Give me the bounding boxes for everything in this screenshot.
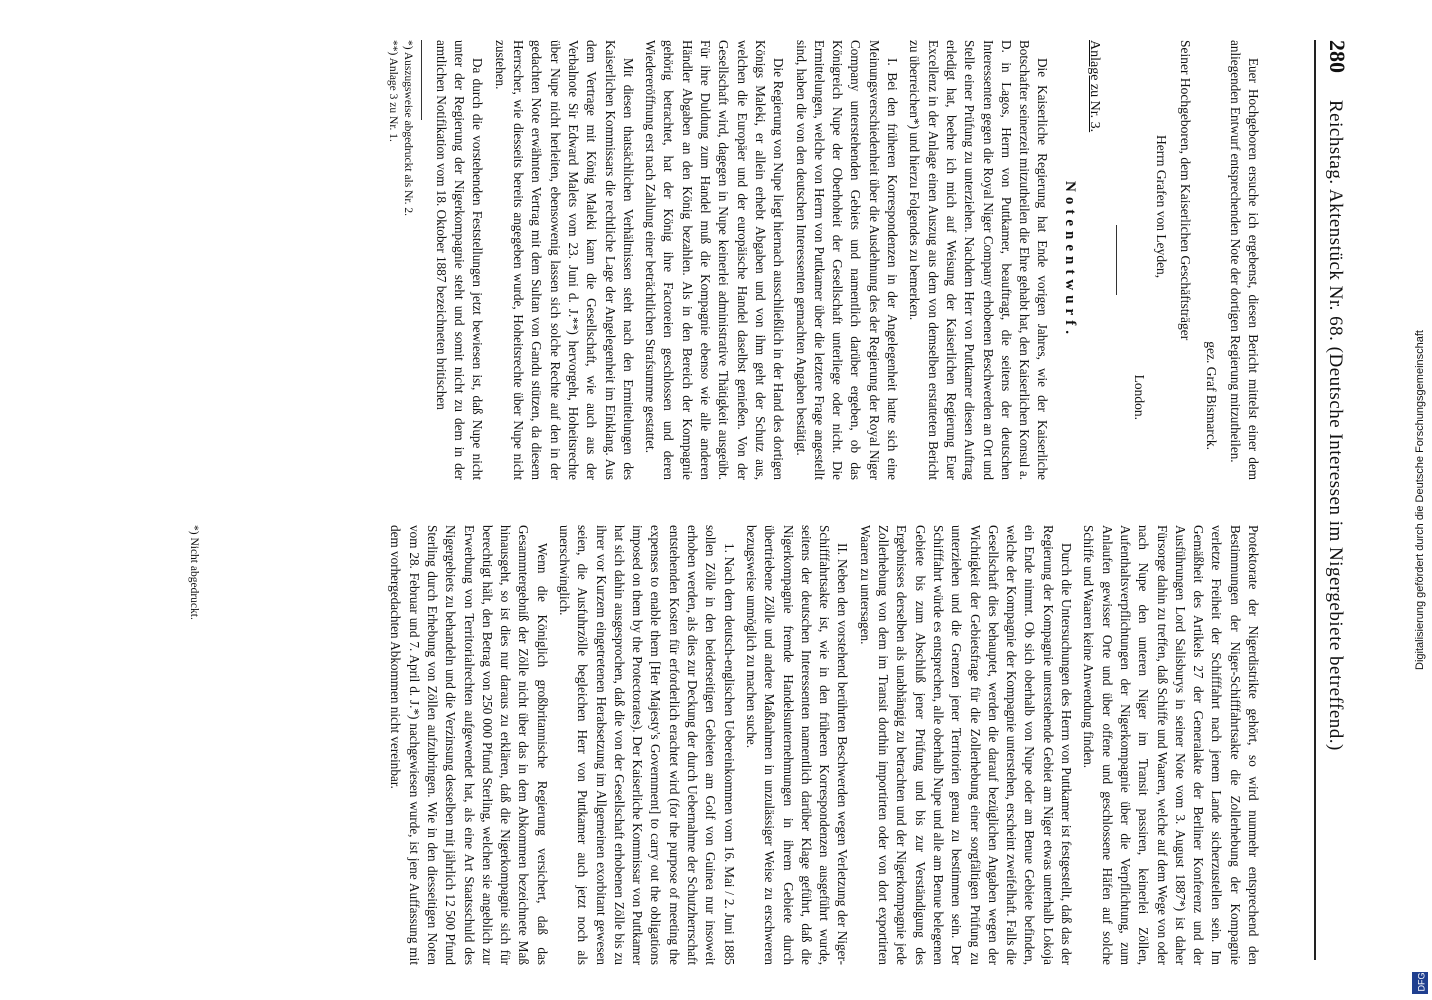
page-number: 280 [1325, 40, 1350, 73]
paragraph: Protektorate der Nigerdistrikte gehört, so wird nunmehr entsprechend den Bestimmungen der Niger-Schifffahrtsakte die Zollerhebung der Kompagnie verletzte Freiheit der Schifffahrt nach jenem Lande sicherzustellen sein. Im Gemäßheit des Artikels 27 der Generalakte der Berliner Konferenz und der Ausführungen Lord Salisburys in seiner Note vom 3. August 1887*) ist daher Fürsorge dahin zu treffen, daß Schiffe und Waaren, welche auf dem Wege von oder nach Nupe den unteren Niger im Transit passiren, keinerlei Zöllen, Aufenthaltsverpflichtungen der Nigerkompagnie über die Verpflichtung, zum Anlaufen gewisser Orte und über offene und geschlossene Häfen auf solche Schiffe und Waaren keine Anwendung finden. [1081, 525, 1261, 965]
address-line: Herrn Grafen von Leyden, [1154, 135, 1170, 279]
paragraph: Da durch die vorstehenden Feststellungen jetzt bewiesen ist, daß Nupe nicht unter der Regierung der Nigerkompagnie steht und somit nicht zu dem in der amtlichen Notifikation vom 18. Oktober 1887 bezeichneten britischen [433, 40, 486, 480]
paragraph: II. Neben den vorstehend berührten Beschwerden wegen Verletzung der Niger-Schifffahrtsakte ist, wie in den früheren Korrespondenzen ausgeführt wurde, seitens der deutschen Interessenten namentlich darüber Klage geführt, daß die Nigerkompagnie fremde Handelsunternehmungen in ihrem Gebiete durch übertriebene Zölle und andere Maßnahmen in unzulässiger Weise zu erschweren bezugsweise unmöglich zu machen suche. [743, 525, 851, 965]
address-line: Seiner Hochgeboren, dem Kaiserlichen Geschäftsträger [1178, 40, 1194, 341]
footnote: **) Anlage 3 zu Nr. 1. [386, 40, 399, 142]
divider [1116, 225, 1117, 295]
paragraph: Wenn die Königlich großbritannische Regierung versichert, daß das Gesammtergebniß der Zölle nicht über das in dem Abkommen bezeichnete Maß hinausgeht, so ist dies nur daraus zu erklären, daß die Nigerkompagnie sich für berechtigt hält, den Betrag von 250 000 Pfund Sterling, welchen sie angeblich zur Erwerbung von Territorialrechten aufgewendet hat, als eine Art Staatsschuld des Nigergebiets zu behandeln und die Verzinsung desselben mit jährlich 12 500 Pfund Sterling durch Erhebung von Zöllen aufzubringen. Wie in den diesseitigen Noten vom 28. Februar und 7. April d. J.*) nachgewiesen wurde, ist jene Auffassung mit dem vorhergedachten Abkommen nicht vereinbar. [388, 525, 550, 965]
page-header [1314, 40, 1350, 960]
paragraph: Die Kaiserliche Regierung hat Ende vorigen Jahres, wie der Kaiserliche Botschafter seinerzeit mitzutheilen die Ehre gehabt hat, den Kaiserlichen Konsul a. D. in Lagos, Herrn von Puttkamer, beauftragt, die seitens der deutschen Interessenten gegen die Royal Niger Company erhobenen Beschwerden an Ort und Stelle einer Prüfung zu unterziehen. Nachdem Herr von Puttkamer diesen Auftrag erledigt hat, beehre ich mich auf Weisung der Kaiserlichen Regierung Euer Excellenz in der Anlage einen Auszug aus dem von demselben erstatteten Bericht zu überreichen*) und hierzu Folgendes zu bemerken. [907, 40, 1051, 480]
digitization-credit-text: Digitalisierung gefördert durch die Deutsche Forschungsgemeinschaft [1414, 330, 1426, 670]
dfg-logo-text: DFG [1416, 972, 1427, 992]
footnote: *) Nicht abgedruckt. [188, 525, 200, 620]
annex-heading: Anlage zu Nr. 3. [1087, 40, 1103, 133]
footnote-divider [421, 40, 422, 120]
paragraph: I. Bei den früheren Korrespondenzen in der Angelegenheit hatte sich eine Meinungsverschiedenheit über die Ausdehnung des der Regierung der Royal Niger Company unterstehenden Gebiets und namentlich darüber ergeben, ob das Königreich Nupe der Oberhoheit der Gesellschaft unterliege oder nicht. Die Ermittelungen, welche von Herrn von Puttkamer über die letztere Frage angestellt sind, haben die von den deutschen Interessenten gemachten Angaben bestätigt. [793, 40, 901, 480]
digitization-credit [1409, 0, 1431, 1000]
location-line: London. [1132, 374, 1148, 420]
signature: gez. Graf Bismarck. [1204, 341, 1220, 450]
section-heading: Notenentwurf. [1062, 181, 1079, 339]
paragraph: 1. Nach dem deutsch-englischen Uebereinkommen vom 16. Mai / 2. Juni 1885 sollen Zölle in den beiderseitigen Gebieten am Golf von Guinea nur insoweit erhoben werden, als dies zur Deckung der durch Uebernahme der Schutzherrschaft entstehenden Kosten für erforderlich erachtet wird (for the purpose of meeting the expenses to enable them [Her Majesty's Government] to carry out the obligations imposed on them by the Protectorates). Der Kaiserliche Kommissar von Puttkamer hat sich dahin ausgesprochen, daß die von der Gesellschaft erhobenen Zölle bis zu ihrer vor Kurzem eingetretenen Herabsetzung im Allgemeinen exorbitant gewesen seien, die Ausfuhrzölle begleichen Herr von Puttkamer auch jetzt noch als unerschwinglich. [557, 525, 737, 965]
paragraph: Die Regierung von Nupe liegt hiernach ausschließlich in der Hand des dortigen Königs Maleki, er allein erhebt Abgaben und von ihm geht der Schutz aus, welchen die Europäer und der europäische Handel daselbst genießen. Von der Gesellschaft wird, dagegen in Nupe keinerlei administrative Thätigkeit ausgeübt. Für ihre Duldung zum Handel muß die Kompagnie ebenso wie alle anderen Händler Abgaben an den König bezahlen. Als in den Bereich der Kompagnie gehörig betrachtet, hat der König ihre Factoreien geschlossen und deren Wiedereröffnung erst nach Zahlung einer beträchtlichen Strafsumme gestattet. [643, 40, 787, 480]
left-column [385, 40, 1262, 480]
paragraph: Euer Hochgeboren ersuche ich ergebenst, diesen Bericht mittelst einer dem anliegenden Entwurf entsprechenden Note der dortigen Regierung mitzutheilen. [1227, 40, 1261, 480]
footnote: *) Auszugsweise abgedruckt als Nr. 2. [401, 40, 414, 216]
paragraph: Mit diesen thatsächlichen Verhältnissen steht nach den Ermittelungen des Kaiserlichen Kommissars die rechtliche Lage der Angelegenheit im Einklang. Aus dem Vertrage mit König Maleki kann die Gesellschaft, wie auch aus der Verbalnote Sir Edward Malets vom 23. Juni d. J.**) hervorgeht, Hoheitsrechte über Nupe nicht herleiten, ebensowenig lassen sich solche Rechte auf den in der gedachten Note erwähnten Vertrag mit dem Sultan von Gandu stützen, da diesem Herrscher, wie diesseits bereits angegeben wurde, Hoheitsrechte über Nupe nicht zustehen. [492, 40, 636, 480]
page-title: Reichstag. Aktenstück Nr. 68. (Deutsche Interessen im Nigergebiete betreffend.) [1325, 100, 1346, 751]
right-column [382, 525, 1262, 965]
dfg-logo-icon [1412, 972, 1428, 994]
paragraph: Durch die Untersuchungen des Herrn von Puttkamer ist festgestellt, daß das der Regierung der Kompagnie unterstehende Gebiet am Niger etwas unterhalb Lokoja ein Ende nimmt. Ob sich oberhalb von Nupe oder am Benue Gebiete befinden, welche der Kompagnie der Kompagnie unterstehen, erscheint zweifelhaft. Falls die Gesellschaft dies behauptet, werden die darauf bezüglichen Angaben wegen der Wichtigkeit der Gebietsfrage für die Zollerhebung einer sorgfältigen Prüfung zu unterziehen und die Grenzen jener Territorien genau zu bestimmen sein. Der Schifffahrt würde es entsprechen, alle oberhalb Nupe und alle am Benue belegenen Gebiete bis zum Abschluß jener Prüfung und bis zur Verständigung des Ergebnisses derselben als unabhängig zu betrachten und der Nigerkompagnie jede Zollerhebung von dem im Transit dorthin importirten oder von dort exportirten Waaren zu untersagen. [857, 525, 1075, 965]
